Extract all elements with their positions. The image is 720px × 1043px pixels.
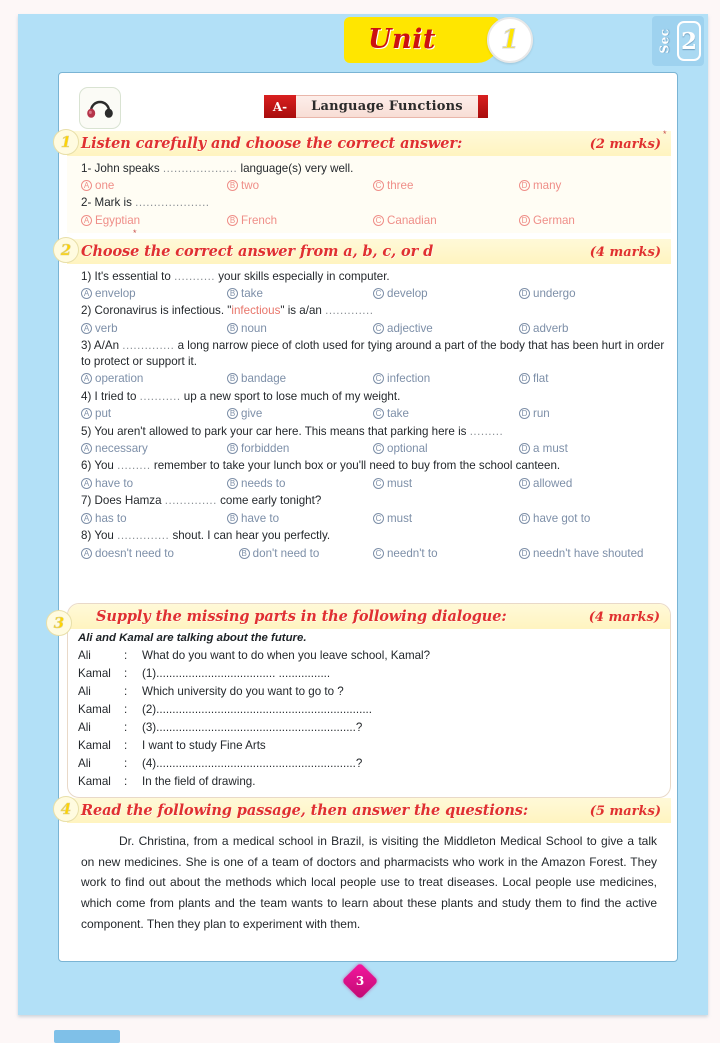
option-marker-c: C <box>373 180 384 191</box>
option-row <box>67 212 671 229</box>
option-marker-c: C <box>373 323 384 334</box>
exercise-1-body <box>67 156 671 233</box>
option-marker-d: D <box>519 548 530 559</box>
option-label: many <box>533 178 562 192</box>
option-b[interactable] <box>227 179 373 192</box>
option-c[interactable] <box>373 214 519 227</box>
ribbon-title: Language Functions <box>296 95 478 118</box>
option-marker-c: C <box>373 478 384 489</box>
headphone-icon <box>79 87 121 129</box>
answer-blank[interactable]: .................... <box>135 196 210 210</box>
exercise-1-heading <box>67 131 671 156</box>
question-text-pre: 8) You <box>81 529 118 543</box>
exercise-1-marks: (2 marks) <box>589 137 661 152</box>
option-label: adverb <box>533 321 569 335</box>
dialogue-speaker: Kamal <box>78 738 111 752</box>
option-b[interactable] <box>227 214 373 227</box>
dialogue-colon: : <box>124 738 128 752</box>
answer-blank[interactable]: ......... <box>117 459 151 473</box>
option-a[interactable] <box>81 547 239 560</box>
exercise-3-heading <box>68 604 670 629</box>
option-c[interactable] <box>373 547 519 560</box>
option-d[interactable] <box>519 477 665 490</box>
option-marker-d: D <box>519 288 530 299</box>
option-marker-b: B <box>227 215 238 226</box>
question <box>67 159 671 177</box>
question <box>67 422 671 440</box>
bottom-decoration-strip <box>54 1030 120 1043</box>
exercise-1-title: Listen carefully and choose the correct answer: <box>81 135 463 152</box>
dialogue-speaker: Ali <box>78 684 91 698</box>
unit-label: Unit <box>368 24 436 55</box>
decorative-star-bottom: * <box>133 228 137 238</box>
exercise-2-title: Choose the correct answer from a, b, c, or d <box>81 243 434 260</box>
dialogue-answer-blank[interactable]: (3)..............................................................? <box>142 720 363 734</box>
option-marker-b: B <box>227 443 238 454</box>
option-marker-a: A <box>81 288 92 299</box>
language-functions-ribbon <box>264 95 488 118</box>
option-label: must <box>387 511 413 525</box>
option-marker-a: A <box>81 215 92 226</box>
option-marker-b: B <box>227 288 238 299</box>
question-text-pre: 1) It's essential to <box>81 269 175 283</box>
answer-blank[interactable]: ......... <box>469 424 504 438</box>
option-label: give <box>241 407 263 421</box>
option-label: two <box>241 178 260 192</box>
option-label: must <box>387 476 413 490</box>
option-c[interactable] <box>373 287 519 300</box>
option-marker-d: D <box>519 373 530 384</box>
question-text-pre: 6) You <box>81 459 118 473</box>
question <box>67 457 671 475</box>
dialogue-speaker: Kamal <box>78 666 111 680</box>
option-a[interactable] <box>81 214 227 227</box>
exercise-2 <box>60 239 671 564</box>
question <box>67 387 671 405</box>
option-label: needs to <box>241 476 286 490</box>
option-label: needn't have shouted <box>532 546 644 560</box>
dialogue-colon: : <box>124 684 128 698</box>
option-row <box>67 177 671 194</box>
question <box>67 267 671 285</box>
exercise-number-2: 2 <box>53 237 79 263</box>
dialogue-row <box>68 646 670 664</box>
option-label: undergo <box>533 286 576 300</box>
option-marker-b: B <box>227 513 238 524</box>
option-marker-a: A <box>81 373 92 384</box>
option-label: develop <box>387 286 428 300</box>
dialogue-answer-blank[interactable]: (2)................................................................... <box>142 702 372 716</box>
dialogue-colon: : <box>124 648 128 662</box>
option-marker-c: C <box>373 288 384 299</box>
option-label: three <box>387 178 414 192</box>
option-b[interactable] <box>227 322 373 335</box>
option-row <box>67 320 671 337</box>
option-label: infection <box>387 372 431 386</box>
option-d[interactable] <box>519 547 665 560</box>
dialogue-line: In the field of drawing. <box>142 774 256 788</box>
option-label: Egyptian <box>95 213 141 227</box>
question-text-post: shout. I can hear you perfectly. <box>169 529 331 543</box>
dialogue-line: I want to study Fine Arts <box>142 738 266 752</box>
option-marker-d: D <box>519 215 530 226</box>
option-marker-a: A <box>81 408 92 419</box>
option-label: run <box>533 407 550 421</box>
exercise-3-title: Supply the missing parts in the following dialogue: <box>96 608 507 625</box>
dialogue-row <box>68 736 670 754</box>
option-marker-c: C <box>373 443 384 454</box>
option-label: doesn't need to <box>95 546 174 560</box>
dialogue-row <box>68 754 670 772</box>
option-marker-a: A <box>81 548 92 559</box>
option-d[interactable] <box>519 287 665 300</box>
option-label: German <box>533 213 575 227</box>
option-marker-b: B <box>227 408 238 419</box>
option-row <box>67 545 671 562</box>
option-a[interactable] <box>81 322 227 335</box>
option-b[interactable] <box>227 512 373 525</box>
option-label: adjective <box>387 321 433 335</box>
option-label: necessary <box>95 441 148 455</box>
ribbon-end-cap <box>478 95 488 118</box>
dialogue-row <box>68 682 670 700</box>
option-label: bandage <box>241 372 287 386</box>
option-marker-a: A <box>81 180 92 191</box>
exercise-4 <box>60 798 671 934</box>
option-marker-a: A <box>81 478 92 489</box>
option-row <box>67 510 671 527</box>
option-marker-c: C <box>373 215 384 226</box>
dialogue-speaker: Ali <box>78 756 91 770</box>
option-label: don't need to <box>252 546 320 560</box>
exercise-4-title: Read the following passage, then answer the questions: <box>81 802 529 819</box>
option-label: a must <box>533 441 568 455</box>
option-label: has to <box>95 511 127 525</box>
question-text-post: come early tonight? <box>216 494 322 508</box>
option-d[interactable] <box>519 179 665 192</box>
question-text-pre: 7) Does Hamza <box>81 494 165 508</box>
option-label: one <box>95 178 115 192</box>
question-text-pre: 2- Mark is <box>81 196 136 210</box>
option-marker-a: A <box>81 443 92 454</box>
option-marker-b: B <box>227 373 238 384</box>
option-label: take <box>241 286 263 300</box>
option-marker-c: C <box>373 373 384 384</box>
section-badge <box>652 16 704 66</box>
exercise-number-3: 3 <box>46 610 72 636</box>
option-a[interactable] <box>81 477 227 490</box>
option-b[interactable] <box>239 547 373 560</box>
option-marker-d: D <box>519 513 530 524</box>
answer-blank[interactable]: ............. <box>325 304 374 318</box>
option-label: have to <box>95 476 134 490</box>
option-b[interactable] <box>227 442 373 455</box>
option-d[interactable] <box>519 407 665 420</box>
option-label: take <box>387 407 409 421</box>
option-row <box>67 371 671 388</box>
option-a[interactable] <box>81 442 227 455</box>
option-label: French <box>241 213 278 227</box>
sec-label: Sec <box>657 28 672 54</box>
dialogue-colon: : <box>124 756 128 770</box>
option-d[interactable] <box>519 442 665 455</box>
question <box>67 337 671 371</box>
exercise-3 <box>53 603 671 798</box>
option-row <box>67 475 671 492</box>
option-label: envelop <box>95 286 136 300</box>
option-marker-d: D <box>519 443 530 454</box>
option-label: have to <box>241 511 280 525</box>
passage-text: Dr. Christina, from a medical school in Brazil, is visiting the Middleton Medical School to give a talk on new medicines. She is one of a team of doctors and pharmacists who work in the Amazon Forest. They work to find out about the methods which local people use to treat diseases. Local people use medicines, which come from plants and the team wants to learn about these plants and study them to find the active component. Then they plan to experiment with them. <box>81 834 657 931</box>
option-label: have got to <box>533 511 591 525</box>
exercise-3-marks: (4 marks) <box>588 610 660 625</box>
option-label: put <box>95 407 112 421</box>
dialogue-speaker: Ali <box>78 648 91 662</box>
option-c[interactable] <box>373 512 519 525</box>
content-card <box>53 72 678 962</box>
answer-blank[interactable]: ........... <box>174 269 216 283</box>
question-text-post: up a new sport to lose much of my weight. <box>180 389 401 403</box>
dialogue-colon: : <box>124 774 128 788</box>
option-label: Canadian <box>387 213 437 227</box>
option-a[interactable] <box>81 179 227 192</box>
option-label: optional <box>387 441 428 455</box>
option-b[interactable] <box>227 287 373 300</box>
option-marker-d: D <box>519 180 530 191</box>
question-text-post: remember to take your lunch box or you'll need to buy from the school canteen. <box>150 459 561 473</box>
question-text-pre: 3) A/An <box>81 339 123 353</box>
page-number-badge <box>342 963 379 1000</box>
option-a[interactable] <box>81 407 227 420</box>
option-d[interactable] <box>519 372 665 385</box>
exercise-number-1: 1 <box>53 129 79 155</box>
option-label: forbidden <box>241 441 290 455</box>
option-marker-a: A <box>81 513 92 524</box>
dialogue-answer-blank[interactable]: (1)..................................... ................ <box>142 666 331 680</box>
option-row <box>67 406 671 423</box>
dialogue-line: Which university do you want to go to ? <box>142 684 344 698</box>
dialogue-answer-blank[interactable]: (4)..............................................................? <box>142 756 363 770</box>
dialogue-intro: Ali and Kamal are talking about the future. <box>78 632 307 644</box>
option-marker-b: B <box>227 478 238 489</box>
option-marker-d: D <box>519 408 530 419</box>
sec-number: 2 <box>677 21 701 61</box>
dialogue-row <box>68 718 670 736</box>
option-row <box>67 440 671 457</box>
option-c[interactable] <box>373 407 519 420</box>
dialogue-row <box>68 772 670 797</box>
option-a[interactable] <box>81 512 227 525</box>
exercise-4-heading <box>67 798 671 823</box>
dialogue-row <box>68 664 670 682</box>
option-d[interactable] <box>519 512 665 525</box>
answer-blank[interactable]: ........... <box>139 389 181 403</box>
question-text-post: language(s) very well. <box>237 161 354 175</box>
page-number: 3 <box>355 974 365 988</box>
option-b[interactable] <box>227 372 373 385</box>
dialogue-speaker: Kamal <box>78 702 111 716</box>
option-label: allowed <box>533 476 573 490</box>
option-marker-d: D <box>519 323 530 334</box>
ribbon-tag: A- <box>264 95 296 118</box>
option-c[interactable] <box>373 179 519 192</box>
dialogue-row <box>68 700 670 718</box>
option-a[interactable] <box>81 287 227 300</box>
exercise-2-marks: (4 marks) <box>589 245 661 260</box>
option-b[interactable] <box>227 477 373 490</box>
answer-blank[interactable]: .............. <box>117 529 170 543</box>
question-text-pre: 5) You aren't allowed to park your car here. This means that parking here is <box>81 424 470 438</box>
option-d[interactable] <box>519 322 665 335</box>
unit-number: 1 <box>500 25 520 55</box>
option-marker-b: B <box>227 323 238 334</box>
exercise-2-body <box>67 264 671 564</box>
dialogue-colon: : <box>124 666 128 680</box>
option-c[interactable] <box>373 442 519 455</box>
dialogue-colon: : <box>124 720 128 734</box>
option-marker-b: B <box>239 548 250 559</box>
dialogue-speaker: Ali <box>78 720 91 734</box>
option-d[interactable] <box>519 214 665 227</box>
option-marker-a: A <box>81 323 92 334</box>
question-text-post: a long narrow piece of cloth used for tying around a part of the body that has been hurt in order to protect or support it. <box>81 339 665 368</box>
decorative-star-top: * <box>663 129 667 139</box>
question <box>67 527 671 545</box>
option-label: noun <box>241 321 267 335</box>
dialogue-colon: : <box>124 702 128 716</box>
question <box>67 194 671 212</box>
option-marker-d: D <box>519 478 530 489</box>
dialogue-speaker: Kamal <box>78 774 111 788</box>
option-c[interactable] <box>373 477 519 490</box>
question <box>67 492 671 510</box>
option-marker-c: C <box>373 408 384 419</box>
question-text-post: your skills especially in computer. <box>215 269 390 283</box>
reading-passage <box>67 823 671 934</box>
option-row <box>67 285 671 302</box>
option-marker-c: C <box>373 548 384 559</box>
question-text-pre: 4) I tried to <box>81 389 140 403</box>
option-marker-c: C <box>373 513 384 524</box>
option-c[interactable] <box>373 372 519 385</box>
option-label: flat <box>533 372 549 386</box>
option-c[interactable] <box>373 322 519 335</box>
option-label: needn't to <box>386 546 438 560</box>
dialogue-line: What do you want to do when you leave school, Kamal? <box>142 648 431 662</box>
highlighted-word: infectious <box>231 304 281 318</box>
question-text-pre: 1- John speaks <box>81 161 163 175</box>
exercise-1 <box>60 129 671 238</box>
exercise-2-heading <box>67 239 671 264</box>
question: 2) Coronavirus is infectious. "infectious" is a/an ............. <box>81 304 374 318</box>
answer-blank[interactable]: .................... <box>162 161 238 175</box>
option-label: operation <box>95 372 144 386</box>
exercise-number-4: 4 <box>53 796 79 822</box>
exercise-4-marks: (5 marks) <box>589 804 661 819</box>
option-marker-b: B <box>227 180 238 191</box>
answer-blank[interactable]: .............. <box>122 339 175 353</box>
option-a[interactable] <box>81 372 227 385</box>
option-b[interactable] <box>227 407 373 420</box>
answer-blank[interactable]: .............. <box>164 494 217 508</box>
option-label: verb <box>95 321 118 335</box>
